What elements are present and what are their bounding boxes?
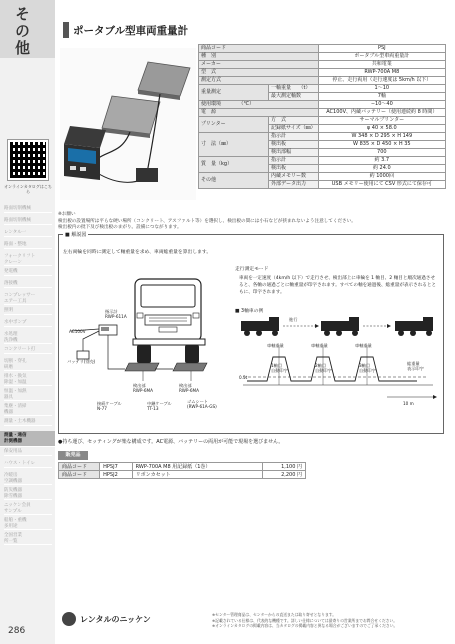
sidebar-category[interactable]: 発電機 [4,269,52,276]
spec-row [199,117,446,125]
sidebar-category[interactable]: 冷暖房 空調機器 [4,473,52,485]
label-threshold: 0.5t [239,375,248,380]
spec-sub-cell: 検出部幅 [269,149,319,157]
detector-plate [173,363,207,371]
label-axle-weight: 車軸重量 [311,343,328,348]
sales-row [59,471,306,479]
sidebar-category[interactable]: 防災機器 除雪機器 [4,488,52,500]
label-travel: 進行 [289,317,298,322]
sales-header-cell: 商品コード [59,463,100,471]
spec-header-cell: 質 量（kg） [199,157,269,173]
battery-icon [77,351,89,359]
spec-row [199,85,446,93]
sidebar-category[interactable]: 水中ポンプ [4,320,52,327]
sales-row [59,463,306,471]
spec-value-cell: サーマルプリンター [318,117,445,125]
sidebar-category[interactable]: 切断・穿孔 研磨 [4,359,52,371]
explanation-text: 左右両輪を同時に測定して軸重量を求め、車両総重量を算出します。 [63,250,212,255]
label-axle2-print: 2軸目 自動印字 [315,363,332,374]
spec-header-cell: プリンター [199,117,269,133]
explanation-box [58,234,444,434]
tyre [185,345,199,363]
headlight [137,313,143,318]
notes-header: ※お願い [58,212,76,217]
spec-row [199,133,446,141]
page-title: ポータブル型車両重量計 [73,25,189,37]
axle-example-heading: ■ 3軸車の例 [235,309,264,314]
label-axle-weight: 車軸重量 [267,343,284,348]
spec-sub-cell: 検出板 [269,165,319,173]
spec-sub-cell: 方 式 [269,117,319,125]
travel-mode-heading: 走行測定モード [235,267,269,272]
sales-code-cell: HPSJ7 [100,463,133,471]
spec-value-cell: ポータブル型車両重量計 [318,53,445,61]
spec-header-cell: その他 [199,173,269,189]
spec-header-cell: 商品コード [199,45,319,53]
sidebar-category[interactable]: ハウス・トイレ [4,461,52,468]
spec-sub-cell: 内蔵メモリー数 [269,173,319,181]
label-ac: AC100V [69,329,86,334]
detector-plate [125,363,159,371]
logo-text: レンタルのニッケン [80,615,151,624]
spec-value-cell: 約 3.7 [318,157,445,165]
spec-value-cell: 700 [318,149,445,157]
spec-sub-cell: 一軸重量 （t） [269,85,319,93]
spec-value-cell: AC100V、内蔵バッテリー（使用連続約 8 時間） [318,109,445,117]
spec-sub-cell: 記録紙サイズ（㎜） [269,125,319,133]
label-axle-weight: 車軸重量 [355,343,372,348]
bumper [133,339,205,345]
label-axle3-print: 3軸目 自動印字 [359,363,376,374]
spec-sub-cell: 指示計 [269,157,319,165]
sales-tag: 販売品 [58,451,88,460]
company-logo [62,612,182,626]
sales-header-cell: 商品コード [59,471,100,479]
spec-sub-cell: 最大測定軸数 [269,93,319,101]
label-distance: 10 m [403,401,414,406]
sidebar-category[interactable]: 排水・換気 除湿・加温 [4,374,52,386]
label-connection-cable: 接続ケーブル N-77 [97,401,122,412]
spec-header-cell: 寸 法（㎜） [199,133,269,157]
spec-value-cell: W 348 × D 295 × H 149 [318,133,445,141]
spec-header-cell: 重量測定 [199,85,269,101]
indicator-display [101,327,109,331]
spec-table [198,44,446,189]
sidebar-category[interactable]: 路面・整地 [4,242,52,249]
sidebar-category[interactable]: 集塵・清掃 機器 [4,404,52,416]
truck-grille [145,315,191,325]
detector-plate-back [138,62,190,96]
title-marker [63,22,69,38]
spec-header-cell: 使用環境 （℃） [199,101,319,109]
battery-unit [136,168,158,182]
spec-header-cell: 測定方式 [199,77,319,85]
spec-sub-cell: 検出板 [269,141,319,149]
sidebar-category[interactable]: 測量・通信 計測機器 [0,431,55,447]
sales-code-cell: HPSJ2 [100,471,133,479]
label-relay-cable: 中継ケーブル TT-13 [147,401,172,412]
section-title: その他 [13,6,31,57]
sidebar-category[interactable]: コンプレッサー エアー工具 [4,293,52,305]
spec-value-cell: 停止、走行両用（走行速度は 5km/h 以下） [318,77,445,85]
spec-row [199,45,446,53]
qr-note: オンラインカタログはこちら [4,184,52,195]
detector-plate-front [102,96,160,134]
sidebar-category[interactable]: 照明 [4,308,52,315]
label-sensor: 検出部 RWP-6MA [133,383,153,394]
sales-table [58,462,306,479]
travel-mode-text: 車両を一定速度（4km/h 以下）で走行させ、検出部上に車輪を 1 軸目、2 軸目と順次通過させると、各軸の通過ごとに軸重量が印字されます。すべての軸を通過後、総重量が表示されるとともに、印字されます。 [239,276,437,296]
explanation-tag: ■ 解説図 [65,232,87,238]
label-axle1-print: 1軸目 自動印字 [271,363,288,374]
label-rubber-sheet: ゴムシート (RWP-61A-GS) [187,399,217,410]
spec-row [199,61,446,69]
page-title-bar [63,22,443,38]
spec-value-cell: PSJ [318,45,445,53]
feature-bullet: ●持ち運び、セッティングが楽な構成です。AC電源、バッテリーの両用が可能で現場を選びません。 [58,439,284,445]
sidebar-category[interactable]: 船舶・重機 多用途 [4,518,52,530]
sidebar-category[interactable]: ニッケン会員 サンプル [4,503,52,515]
notes-line: 検出板の設置場所は平らな硬い場所（コンクリート、アスファルト等）を選択し、検出板の間には小石などが挟まれないよう注意してください。 [58,218,356,224]
indicator-lid [64,126,106,148]
truck-windshield [141,285,195,307]
spec-row [199,69,446,77]
headlight [193,313,199,318]
sidebar-category[interactable]: フォークリフト クレーン [4,254,52,266]
sales-name-cell: リボンカセット [132,471,262,479]
page-number: 286 [8,626,26,636]
spec-value-cell: W 835 × D 450 × H 35 [318,141,445,149]
spec-row [199,173,446,181]
spec-value-cell: USB メモリー使用にて CSV 形式にて保存可 [318,181,445,189]
spec-value-cell: RWP-700A M8 [318,69,445,77]
label-total-print: 総重量 表示印字 [407,361,424,372]
spec-row [199,53,446,61]
sidebar-category[interactable]: 路面切削機械 [4,218,52,225]
notes-line: 検出板内の批下及び検出板のまがり。設備につながります。 [58,225,182,231]
sales-price-cell: 2,200 円 [262,471,305,479]
spec-value-cell: 共和電業 [318,61,445,69]
spec-value-cell: 約 1000回 [318,173,445,181]
notes [58,212,443,232]
sidebar-category[interactable]: 保安用品 [4,449,52,456]
spec-value-cell: 7軸 [318,93,445,101]
sidebar-category[interactable]: 水処理 洗浄機 [4,332,52,344]
sidebar-category[interactable]: 路面切削機械 [4,206,52,213]
tyre [137,345,151,363]
sales-price-cell: 1,100 円 [262,463,305,471]
section-title-block [0,0,55,58]
sidebar-category[interactable]: コンクリート打 [4,347,52,354]
label-battery: バッテリ(別売) [67,359,96,364]
spec-sub-cell: 外部データ出力 [269,181,319,189]
sidebar-category[interactable]: 全国営業 所一覧 [4,533,52,545]
spec-row [199,157,446,165]
spec-row [199,109,446,117]
sales-name-cell: RWP-700A M8 用記録紙（1巻） [132,463,262,471]
spec-header-cell: メーカー [199,61,319,69]
label-indicator: 指示計 RWP-611A [105,309,127,320]
spec-value-cell: −10〜40 [318,101,445,109]
footer-notes: ※センター管理商品は、センターからの直送または取り寄せとなります。 ※記載されている仕様は、代表的な機種です。詳しい仕様については最寄りの営業所までお問合せください。 ※オンラインカタログの掲載内容は、当カタログの掲載内容と異なる場合がございますのでご了承ください。 [212,612,398,628]
spec-header-cell: 電 源 [199,109,319,117]
qr-code[interactable] [8,140,48,180]
license-plate [159,327,177,332]
spec-value-cell: φ 40 × 58.0 [318,125,445,133]
spec-row [199,77,446,85]
logo-mark [62,612,76,626]
label-sensor: 検出部 RWP-6MA [179,383,199,394]
product-photo [60,48,196,200]
sidebar-category[interactable]: レンタル一 [4,230,52,237]
spec-value-cell: 約 24.0 [318,165,445,173]
sidebar-category[interactable]: 溶接機 [4,281,52,288]
sidebar-category[interactable]: 測量・土木機器 [4,419,52,426]
spec-sub-cell: 指示計 [269,133,319,141]
spec-header-cell: 種 別 [199,53,319,61]
spec-header-cell: 型 式 [199,69,319,77]
indicator-button [80,167,86,171]
spec-value-cell: 1〜10 [318,85,445,93]
sidebar-category[interactable]: 恒温・加熱 器具 [4,389,52,401]
spec-row [199,101,446,109]
connection-cable [108,335,125,369]
indicator-button [70,166,76,170]
